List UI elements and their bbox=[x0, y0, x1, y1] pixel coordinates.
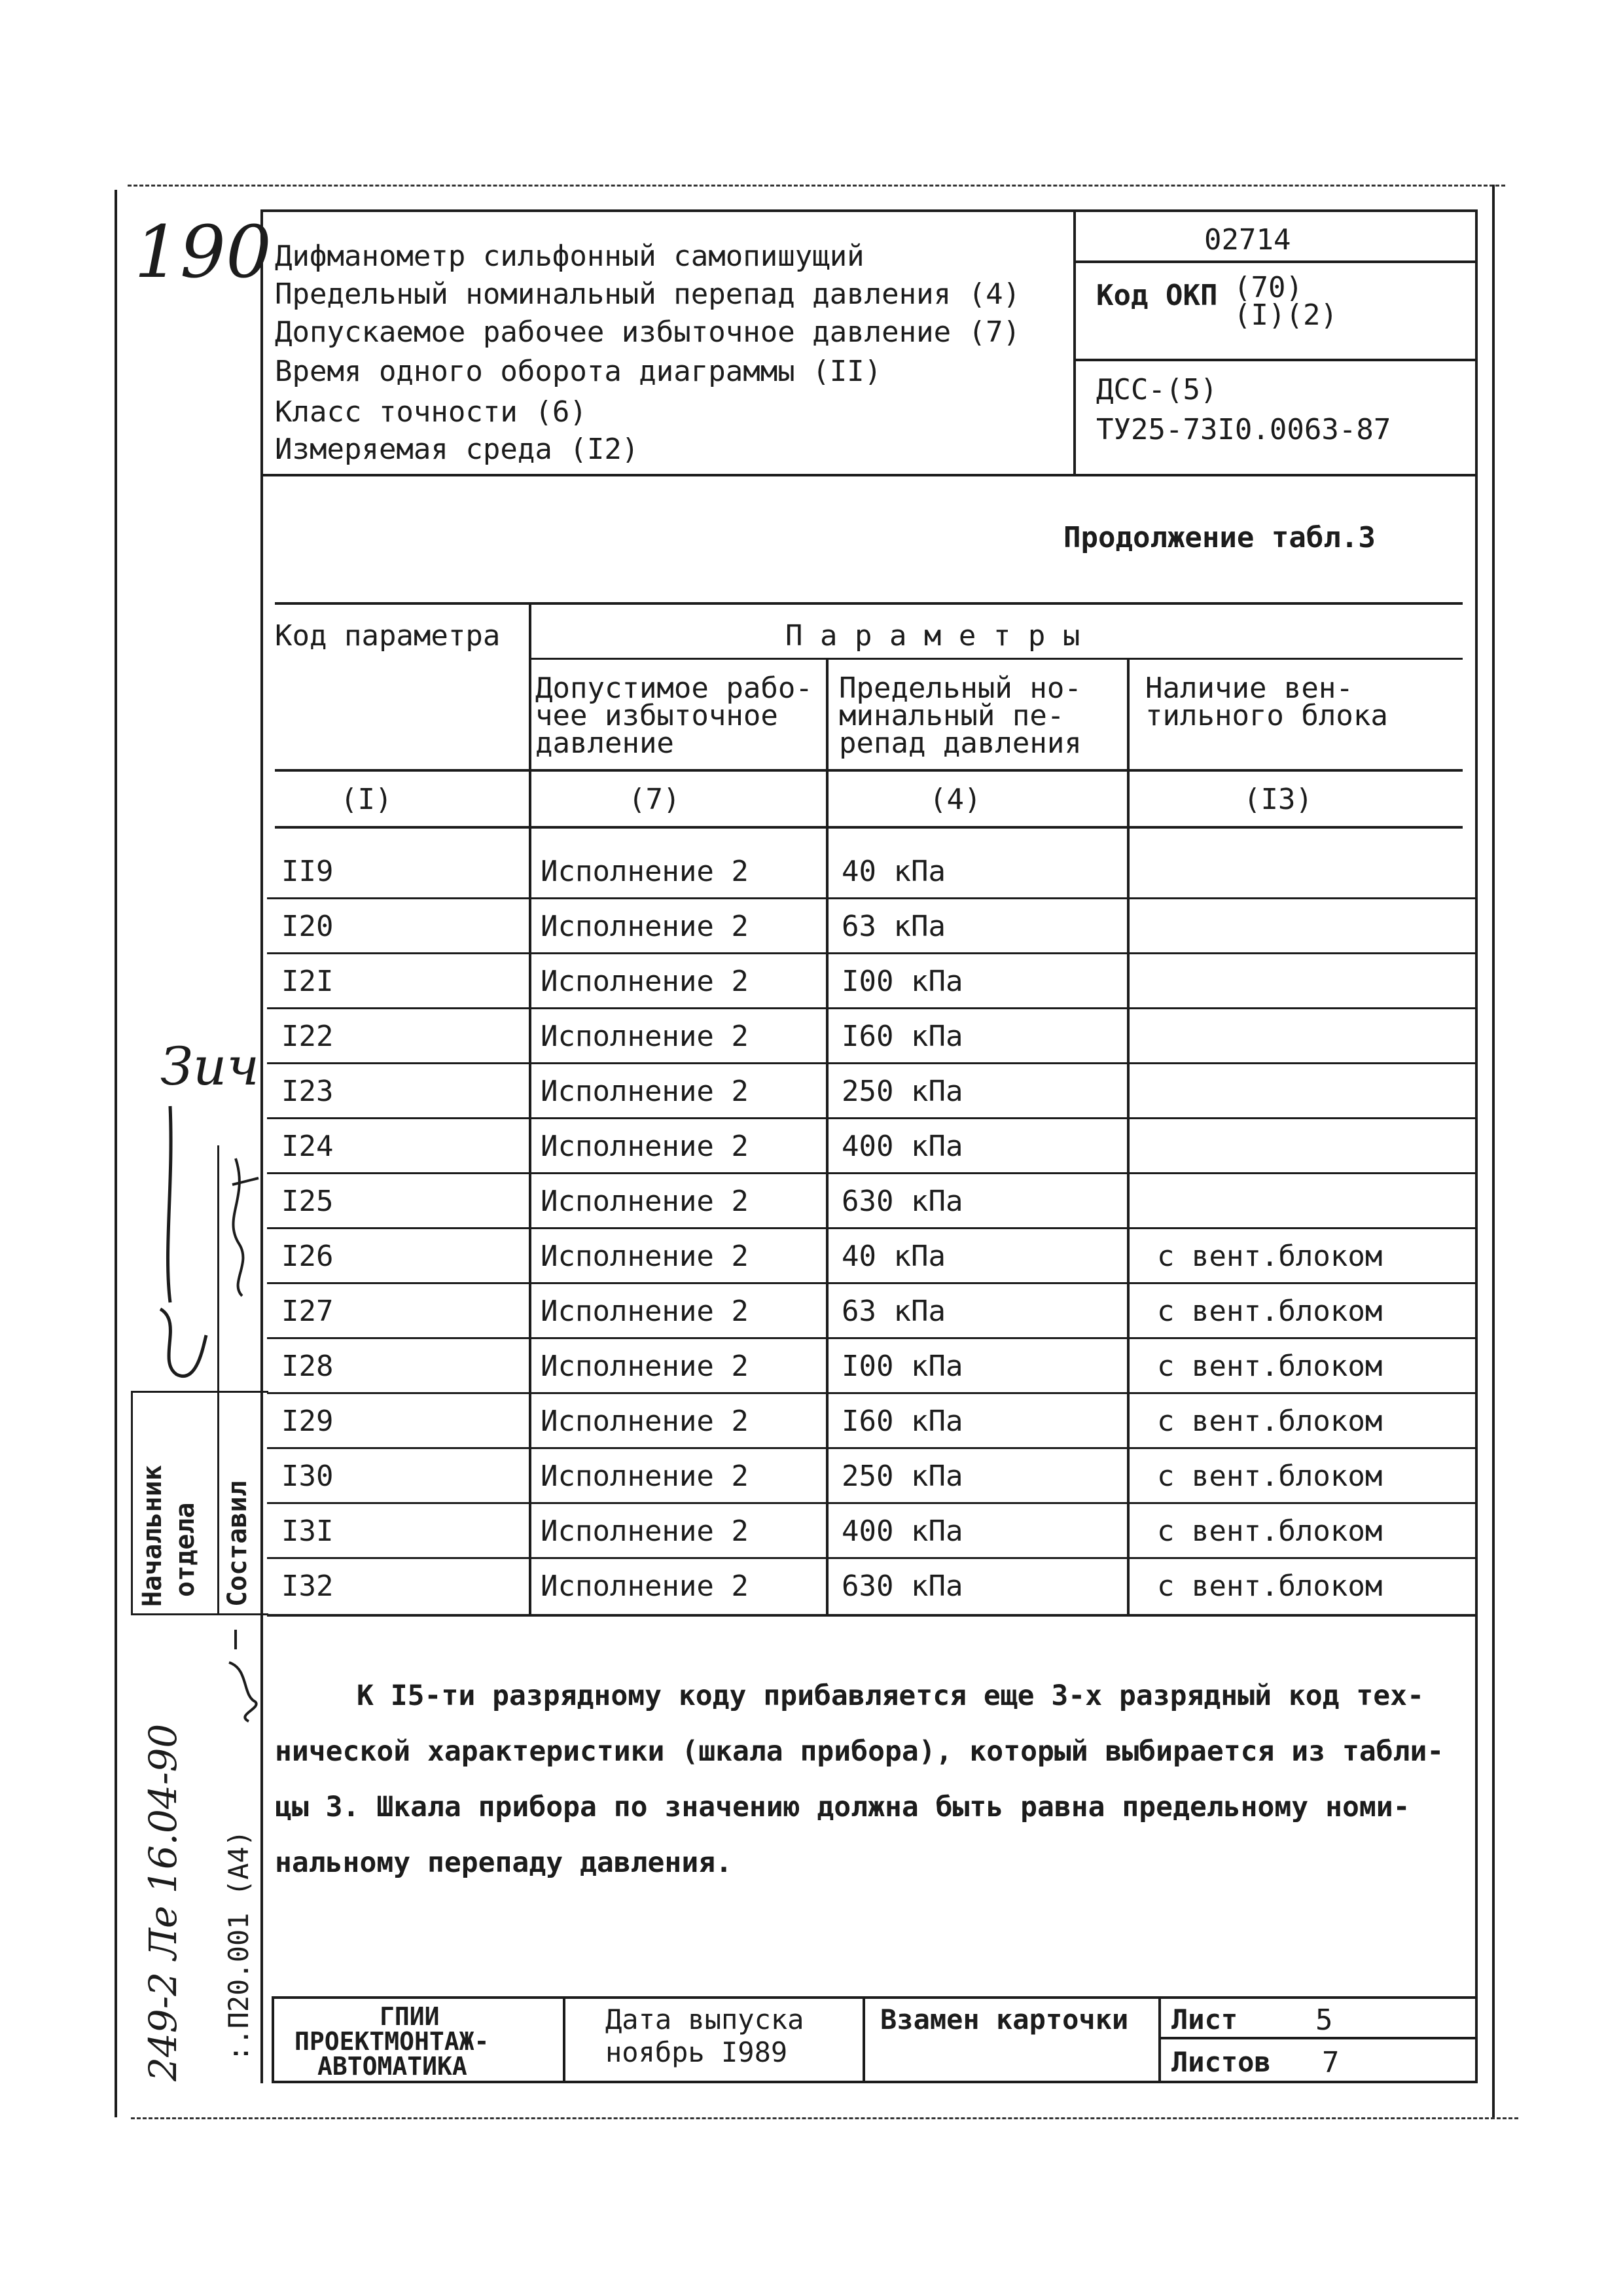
note-line: нальному перепаду давления. bbox=[275, 1846, 732, 1879]
codes-bottom-line bbox=[275, 826, 1463, 829]
author-signature bbox=[223, 1623, 268, 1728]
table-row bbox=[267, 1009, 1475, 1064]
row-valve: с вент.блоком bbox=[1157, 1515, 1383, 1548]
row-pressure: Исполнение 2 bbox=[541, 855, 749, 888]
col-code: (I3) bbox=[1243, 783, 1313, 816]
footer-divider-1 bbox=[563, 1996, 565, 2083]
table-row bbox=[267, 1559, 1475, 1617]
header-line: Класс точности (6) bbox=[275, 395, 587, 429]
table-caption: Продолжение табл.3 bbox=[1063, 521, 1376, 554]
sheets-label: Листов bbox=[1171, 2046, 1271, 2078]
row-differential: 630 кПа bbox=[842, 1570, 963, 1603]
release-label: Дата выпуска bbox=[605, 2003, 804, 2036]
table-row bbox=[267, 1064, 1475, 1119]
org-name: ПРОЕКТМОНТАЖ- bbox=[294, 2027, 490, 2056]
col-header-valve: Наличие вен- bbox=[1145, 672, 1353, 705]
table-row bbox=[267, 1174, 1475, 1229]
row-pressure: Исполнение 2 bbox=[541, 1570, 749, 1603]
row-differential: 400 кПа bbox=[842, 1130, 963, 1163]
head-of-department-label: отдела bbox=[170, 1502, 200, 1597]
col-header-differential: репад давления bbox=[839, 726, 1082, 760]
row-differential: I00 кПа bbox=[842, 965, 963, 998]
row-pressure: Исполнение 2 bbox=[541, 1130, 749, 1163]
frame-bottom-dashed bbox=[131, 2117, 1518, 2119]
body-right-border bbox=[1475, 476, 1478, 2083]
replace-label: Взамен карточки bbox=[880, 2003, 1129, 2036]
col-code: (7) bbox=[628, 783, 681, 816]
row-pressure: Исполнение 2 bbox=[541, 1350, 749, 1383]
table-row bbox=[267, 844, 1475, 899]
row-differential: 250 кПа bbox=[842, 1075, 963, 1108]
row-differential: 630 кПа bbox=[842, 1185, 963, 1218]
row-differential: I60 кПа bbox=[842, 1020, 963, 1053]
header-divider-code bbox=[1073, 260, 1478, 263]
row-pressure: Исполнение 2 bbox=[541, 1405, 749, 1438]
table-row bbox=[267, 1449, 1475, 1504]
row-code: I24 bbox=[281, 1130, 334, 1163]
row-pressure: Исполнение 2 bbox=[541, 1515, 749, 1548]
document-code: 02714 bbox=[1204, 223, 1291, 257]
row-pressure: Исполнение 2 bbox=[541, 1075, 749, 1108]
row-code: II9 bbox=[281, 855, 334, 888]
col-header-pressure: Допустимое рабо- bbox=[535, 672, 813, 705]
document-number: :.П20.001 (А4) bbox=[223, 1829, 255, 2062]
header-bottom-line bbox=[275, 769, 1463, 772]
col-header-differential: Предельный но- bbox=[839, 672, 1082, 705]
row-valve: с вент.блоком bbox=[1157, 1405, 1383, 1438]
device-model: ДСС-(5) bbox=[1096, 373, 1218, 406]
row-pressure: Исполнение 2 bbox=[541, 1185, 749, 1218]
okp-code-top: (70) bbox=[1234, 271, 1303, 304]
technical-spec: ТУ25-73I0.0063-87 bbox=[1096, 413, 1391, 446]
okp-label: Код ОКП bbox=[1096, 279, 1218, 312]
note-line: цы 3. Шкала прибора по значению должна быть равна предельному номи- bbox=[275, 1791, 1410, 1823]
header-line: Допускаемое рабочее избыточное давление (7) bbox=[275, 315, 1021, 349]
row-differential: I00 кПа bbox=[842, 1350, 963, 1383]
header-divider-okp bbox=[1073, 359, 1478, 361]
col-header-differential: минальный пе- bbox=[839, 699, 1065, 732]
frame-right-line bbox=[1492, 185, 1495, 2117]
footer-divider-2 bbox=[863, 1996, 865, 2083]
author-label: Составил bbox=[223, 1480, 253, 1607]
row-differential: 400 кПа bbox=[842, 1515, 963, 1548]
page-number: 190 bbox=[134, 210, 272, 294]
row-code: I22 bbox=[281, 1020, 334, 1053]
group-header-parameters: П а р а м е т р ы bbox=[785, 619, 1080, 653]
row-code: I29 bbox=[281, 1405, 334, 1438]
row-valve: с вент.блоком bbox=[1157, 1295, 1383, 1328]
side-block-bottom bbox=[131, 1613, 268, 1615]
frame-left-line bbox=[115, 190, 117, 2117]
col-code: (I) bbox=[340, 783, 393, 816]
row-code: I27 bbox=[281, 1295, 334, 1328]
row-valve: с вент.блоком bbox=[1157, 1570, 1383, 1603]
table-row bbox=[267, 1394, 1475, 1449]
table-row bbox=[267, 954, 1475, 1009]
row-pressure: Исполнение 2 bbox=[541, 965, 749, 998]
table-body bbox=[267, 844, 1475, 1617]
row-code: I32 bbox=[281, 1570, 334, 1603]
header-line: Время одного оборота диаграммы (II) bbox=[275, 355, 882, 388]
col-header-pressure: давление bbox=[535, 726, 674, 760]
col-code: (4) bbox=[929, 783, 982, 816]
table-row bbox=[267, 1339, 1475, 1394]
row-differential: 250 кПа bbox=[842, 1460, 963, 1493]
okp-code-bottom: (I)(2) bbox=[1234, 298, 1338, 332]
org-name: АВТОМАТИКА bbox=[317, 2052, 467, 2081]
row-code: I20 bbox=[281, 910, 334, 943]
row-code: I2I bbox=[281, 965, 334, 998]
col-header-valve: тильного блока bbox=[1145, 699, 1388, 732]
table-row bbox=[267, 1119, 1475, 1174]
head-of-department-label: Начальник bbox=[137, 1465, 168, 1607]
row-code: I25 bbox=[281, 1185, 334, 1218]
row-pressure: Исполнение 2 bbox=[541, 1240, 749, 1273]
handwritten-date: 249-2 Ле 16.04-90 bbox=[141, 1723, 185, 2081]
row-code: I28 bbox=[281, 1350, 334, 1383]
footer-divider-sheet bbox=[1158, 2037, 1478, 2039]
row-code: I3I bbox=[281, 1515, 334, 1548]
row-valve: с вент.блоком bbox=[1157, 1350, 1383, 1383]
header-line: Дифманометр сильфонный самопишущий bbox=[275, 240, 865, 273]
table-row bbox=[267, 1284, 1475, 1339]
table-row bbox=[267, 1504, 1475, 1559]
row-pressure: Исполнение 2 bbox=[541, 1020, 749, 1053]
row-differential: 40 кПа bbox=[842, 1240, 946, 1273]
row-pressure: Исполнение 2 bbox=[541, 1295, 749, 1328]
row-differential: 40 кПа bbox=[842, 855, 946, 888]
row-differential: 63 кПа bbox=[842, 910, 946, 943]
col-header-code: Код параметра bbox=[275, 619, 501, 653]
note-line: К I5-ти разрядному коду прибавляется еще 3-х разрядный код тех- bbox=[357, 1679, 1424, 1712]
handwritten-note: Зич bbox=[160, 1036, 260, 1097]
row-code: I26 bbox=[281, 1240, 334, 1273]
sheet-label: Лист bbox=[1171, 2003, 1238, 2036]
signature-scribbles bbox=[124, 1086, 275, 1401]
release-value: ноябрь I989 bbox=[605, 2036, 788, 2068]
row-differential: I60 кПа bbox=[842, 1405, 963, 1438]
table-top-line bbox=[275, 602, 1463, 605]
row-differential: 63 кПа bbox=[842, 1295, 946, 1328]
note-line: нической характеристики (шкала прибора), который выбирается из табли- bbox=[275, 1735, 1444, 1768]
row-valve: с вент.блоком bbox=[1157, 1460, 1383, 1493]
sheets-value: 7 bbox=[1322, 2046, 1340, 2079]
row-code: I23 bbox=[281, 1075, 334, 1108]
row-pressure: Исполнение 2 bbox=[541, 1460, 749, 1493]
header-line: Предельный номинальный перепад давления (4) bbox=[275, 278, 1021, 311]
row-code: I30 bbox=[281, 1460, 334, 1493]
header-divider-vertical bbox=[1073, 209, 1076, 476]
row-pressure: Исполнение 2 bbox=[541, 910, 749, 943]
footer-divider-3 bbox=[1158, 1996, 1161, 2083]
header-line: Измеряемая среда (I2) bbox=[275, 433, 639, 466]
side-block-left bbox=[131, 1391, 133, 1613]
group-header-underline bbox=[529, 658, 1463, 660]
row-valve: с вент.блоком bbox=[1157, 1240, 1383, 1273]
sheet-value: 5 bbox=[1315, 2003, 1333, 2037]
table-row bbox=[267, 899, 1475, 954]
table-row bbox=[267, 1229, 1475, 1284]
frame-top-dashed bbox=[128, 185, 1505, 187]
org-name: ГПИИ bbox=[380, 2002, 440, 2031]
col-header-pressure: чее избыточное bbox=[535, 699, 778, 732]
